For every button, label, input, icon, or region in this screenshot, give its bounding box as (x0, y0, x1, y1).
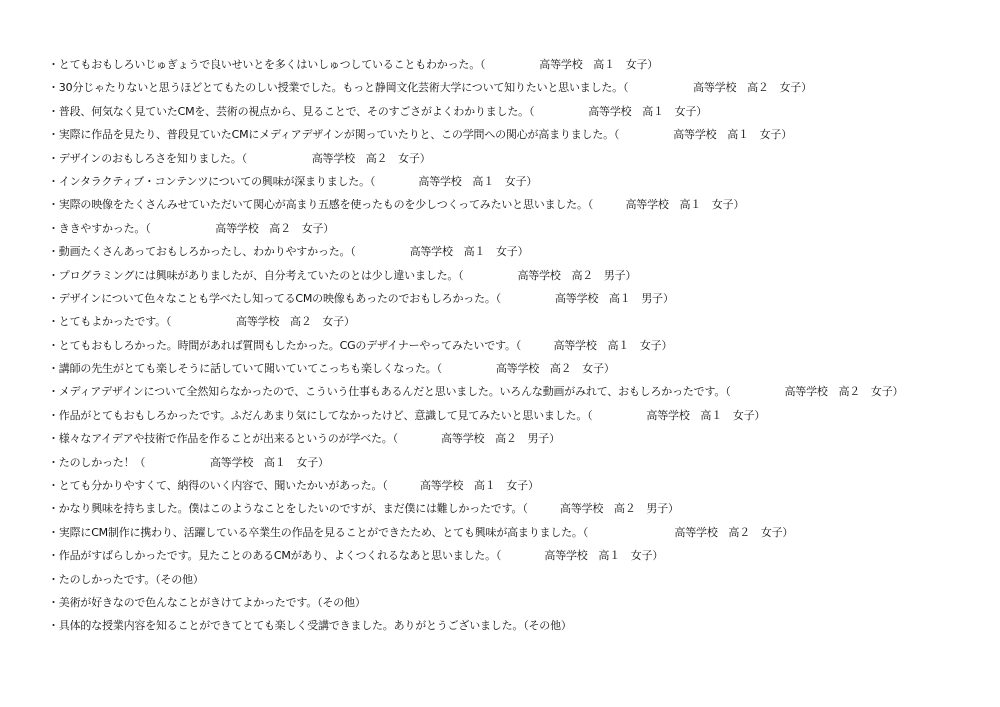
comment-item (48, 123, 988, 146)
comment-text: ・デザインのおもしろさを知りました。（ 高等学校 高２ 女子） (48, 151, 431, 165)
comment-text: ・ききやすかった。（ 高等学校 高２ 女子） (48, 221, 335, 235)
comment-text: ・実際の映像をたくさんみせていただいて関心が高まり五感を使ったものを少しつくってみたいと思いました。（ 高等学校 高１ 女子） (48, 198, 745, 212)
comment-item (48, 614, 988, 637)
comment-item (48, 53, 988, 76)
comment-item (48, 427, 988, 450)
comment-text: ・かなり興味を持ちました。僕はこのようなことをしたいのですが、まだ僕には難しかったです。（ 高等学校 高２ 男子） (48, 502, 679, 516)
comment-item (48, 568, 988, 591)
comment-text: ・とてもよかったです。（ 高等学校 高２ 女子） (48, 315, 355, 329)
comment-text: ・とてもおもしろかった。時間があれば質問もしたかった。CGのデザイナーやってみたいです。（ 高等学校 高１ 女子） (48, 338, 673, 352)
comment-item (48, 147, 988, 170)
comment-list (48, 53, 988, 638)
comment-text: ・とてもおもしろいじゅぎょうで良いせいとを多くはいしゅつしていることもわかった。（ 高等学校 高１ 女子） (48, 58, 659, 71)
comment-text: ・作品がすばらしかったです。見たことのあるCMがあり、よくつくれるなあと思いました。（ 高等学校 高１ 女子） (48, 549, 664, 563)
comment-text: ・講師の先生がとても楽しそうに話していて聞いていてこっちも楽しくなった。（ 高等学校 高２ 女子） (48, 362, 615, 376)
comment-item (48, 240, 988, 263)
comment-item (48, 100, 988, 123)
comment-item (48, 334, 988, 357)
comment-text: ・30分じゃたりないと思うほどとてもたのしい授業でした。もっと静岡文化芸術大学について知りたいと思いました。（ 高等学校 高２ 女子） (48, 81, 812, 95)
comment-item (48, 404, 988, 427)
comment-item (48, 193, 988, 216)
comment-text: ・とても分かりやすくて、納得のいく内容で、聞いたかいがあった。（ 高等学校 高１ 女子） (48, 479, 539, 493)
comment-item (48, 217, 988, 240)
comment-item (48, 357, 988, 380)
comment-text: ・美術が好きなので色んなことがきけてよかったです。（その他） (48, 595, 366, 609)
comment-text: ・実際にCM制作に携わり、活躍している卒業生の作品を見ることができたため、とても興味が高まりました。（ 高等学校 高２ 女子） (48, 525, 794, 539)
comment-text: ・インタラクティブ・コンテンツについての興味が深まりました。（ 高等学校 高１ 女子） (48, 174, 538, 188)
comment-item (48, 287, 988, 310)
comment-item (48, 380, 988, 403)
comment-text: ・実際に作品を見たり、普段見ていたCMにメディアデザインが関っていたりと、この学問への関心が高まりました。（ 高等学校 高１ 女子） (48, 128, 793, 142)
comment-item (48, 591, 988, 614)
comment-item (48, 76, 988, 99)
comment-text: ・たのしかったです。（その他） (48, 572, 204, 586)
comment-item (48, 264, 988, 287)
comment-text: ・たのしかった！（ 高等学校 高１ 女子） (48, 455, 329, 469)
comment-item (48, 170, 988, 193)
comment-item (48, 497, 988, 520)
comment-text: ・様々なアイデアや技術で作品を作ることが出来るというのが学べた。（ 高等学校 高２ 男子） (48, 432, 560, 446)
comment-text: ・動画たくさんあっておもしろかったし、わかりやすかった。（ 高等学校 高１ 女子） (48, 245, 529, 259)
comment-item (48, 451, 988, 474)
comment-text: ・作品がとてもおもしろかったです。ふだんあまり気にしてなかったけど、意識して見てみたいと思いました。（ 高等学校 高１ 女子） (48, 408, 766, 422)
comment-text: ・具体的な授業内容を知ることができてとても楽しく受講できました。ありがとうございました。（その他） (48, 619, 572, 633)
comment-item (48, 310, 988, 333)
comment-text: ・普段、何気なく見ていたCMを、芸術の視点から、見ることで、そのすごさがよくわかりました。（ 高等学校 高１ 女子） (48, 104, 708, 118)
comment-item (48, 544, 988, 567)
comment-text: ・プログラミングには興味がありましたが、自分考えていたのとは少し違いました。（ 高等学校 高２ 男子） (48, 268, 637, 282)
comment-text: ・デザインについて色々なことも学べたし知ってるCMの映像もあったのでおもしろかった。（ 高等学校 高１ 男子） (48, 291, 674, 305)
comment-item (48, 474, 988, 497)
comment-item (48, 521, 988, 544)
comment-text: ・メディアデザインについて全然知らなかったので、こういう仕事もあるんだと思いました。いろんな動画がみれて、おもしろかったです。（ 高等学校 高２ 女子） (48, 385, 904, 399)
